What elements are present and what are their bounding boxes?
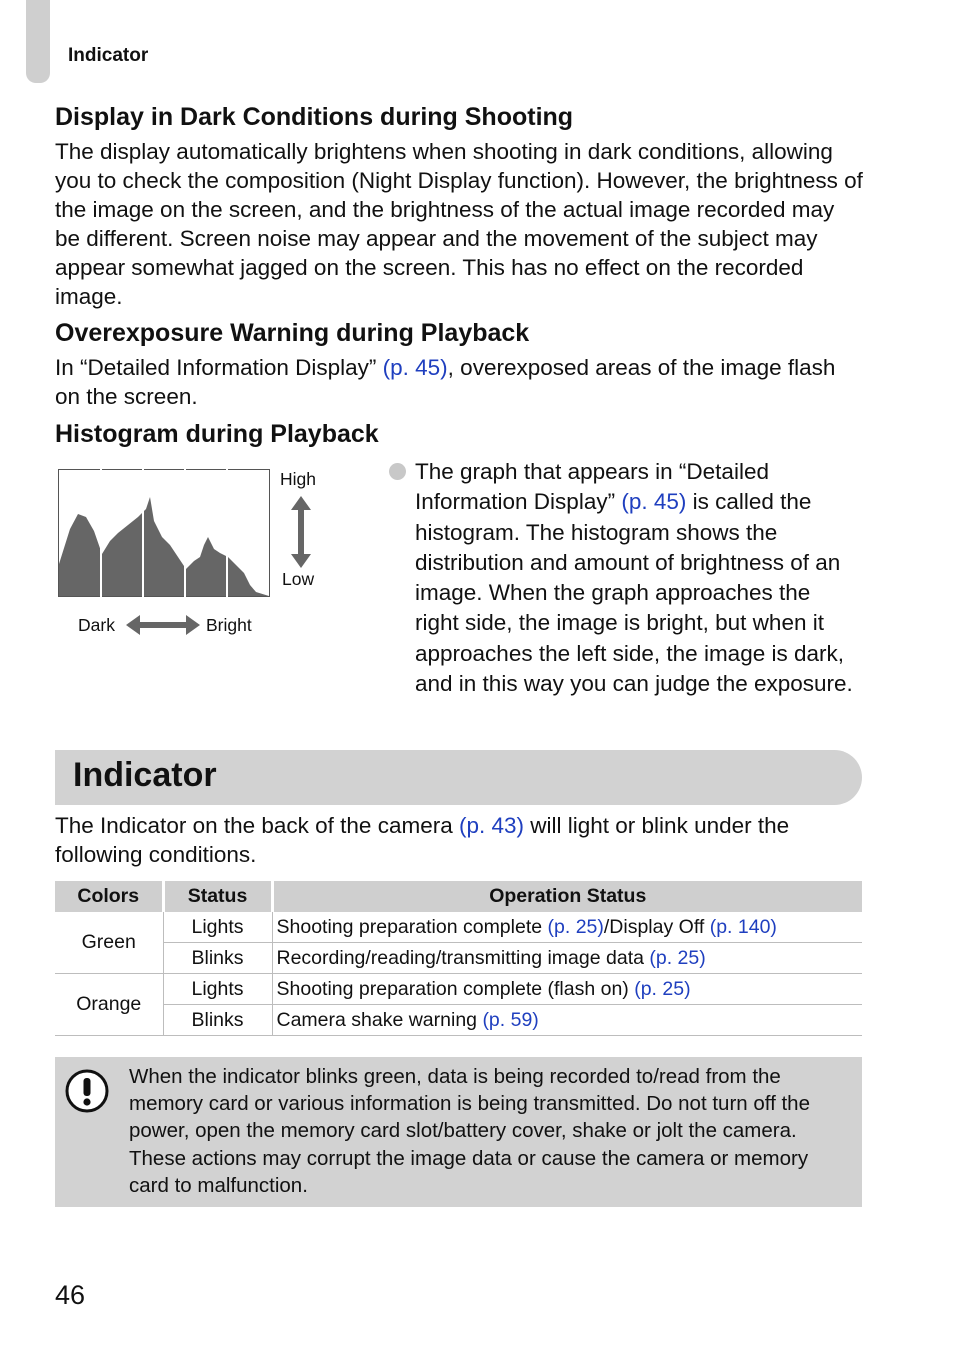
bullet-icon	[389, 463, 406, 480]
cell-operation	[272, 943, 862, 974]
histogram-description	[415, 457, 855, 699]
cell-status: Lights	[163, 974, 272, 1005]
caution-text: When the indicator blinks green, data is being recorded to/read from the memory card or various information is being transmitted. Do not turn off the power, open the memory card slot/battery cover, shake or jolt the camera. These actions may corrupt the image data or cause the camera or memory card to malfunction.	[129, 1065, 810, 1197]
label-high: High	[280, 469, 316, 489]
header-colors: Colors	[55, 881, 163, 912]
label-dark: Dark	[78, 615, 115, 635]
heading-overexposure: Overexposure Warning during Playback	[55, 319, 530, 347]
section-title-indicator: Indicator	[73, 756, 217, 794]
label-bright: Bright	[206, 615, 252, 635]
vertical-arrow-icon	[290, 496, 312, 568]
text: , overexposed areas of the image flash on the screen.	[55, 355, 836, 409]
histogram-illustration	[58, 469, 270, 597]
page-link[interactable]: (p. 25)	[547, 915, 604, 938]
page-link[interactable]: (p. 25)	[649, 946, 706, 969]
page-link[interactable]: (p. 25)	[634, 977, 691, 1000]
cell-operation	[272, 974, 862, 1005]
table-row	[55, 1005, 862, 1036]
table-row	[55, 912, 862, 943]
header-status: Status	[163, 881, 272, 912]
page-number: 46	[55, 1280, 86, 1310]
text: Shooting preparation complete (flash on)	[276, 977, 635, 1000]
text: /Display Off	[603, 915, 710, 938]
paragraph-indicator-intro	[55, 811, 865, 869]
page-link[interactable]: (p. 43)	[458, 813, 525, 838]
side-tab-marker	[26, 0, 50, 83]
page-link[interactable]: (p. 140)	[709, 915, 777, 938]
text: Camera shake warning	[276, 1008, 483, 1031]
horizontal-arrow-icon	[126, 614, 200, 636]
caution-icon	[65, 1069, 109, 1113]
heading-dark-conditions: Display in Dark Conditions during Shooting	[55, 103, 574, 131]
cell-operation	[272, 1005, 862, 1036]
table-header-row	[55, 881, 862, 912]
text: Recording/reading/transmitting image data	[276, 946, 650, 969]
paragraph-overexposure	[55, 353, 865, 411]
header-operation-status: Operation Status	[272, 881, 862, 912]
text: is called the histogram. The histogram shows the distribution and amount of brightness of an image. When the graph approaches the right side, the image is bright, but when it approaches the left side, the image is dark, and in this way you can judge the exposure.	[415, 489, 853, 697]
page-link[interactable]: (p. 45)	[621, 489, 687, 515]
paragraph-dark-conditions: The display automatically brightens when shooting in dark conditions, allowing you to check the composition (Night Display function). However, the brightness of the image on the screen, and the brightness of the actual image recorded may be different. Screen noise may appear and the movement of the subject may appear somewhat jagged on the screen. This has no effect on the recorded image.	[55, 139, 863, 309]
page-link[interactable]: (p. 59)	[482, 1008, 539, 1031]
cell-status: Lights	[163, 912, 272, 943]
text: will light or blink under the following conditions.	[55, 813, 790, 867]
text: In “Detailed Information Display”	[55, 355, 383, 380]
heading-histogram: Histogram during Playback	[55, 420, 379, 448]
section-banner	[55, 750, 862, 805]
text: The graph that appears in “Detailed Information Display”	[415, 459, 769, 515]
page-link[interactable]: (p. 45)	[382, 355, 448, 380]
text: The Indicator on the back of the camera	[55, 813, 459, 838]
label-low: Low	[282, 569, 315, 589]
table-row	[55, 974, 862, 1005]
text: Shooting preparation complete	[276, 915, 548, 938]
cell-color: Green	[55, 912, 163, 974]
cell-operation	[272, 912, 862, 943]
cell-color: Orange	[55, 974, 163, 1036]
table-row	[55, 943, 862, 974]
cell-status: Blinks	[163, 943, 272, 974]
running-header: Indicator	[68, 45, 149, 66]
caution-box	[55, 1057, 862, 1207]
cell-status: Blinks	[163, 1005, 272, 1036]
indicator-table	[55, 881, 862, 1036]
